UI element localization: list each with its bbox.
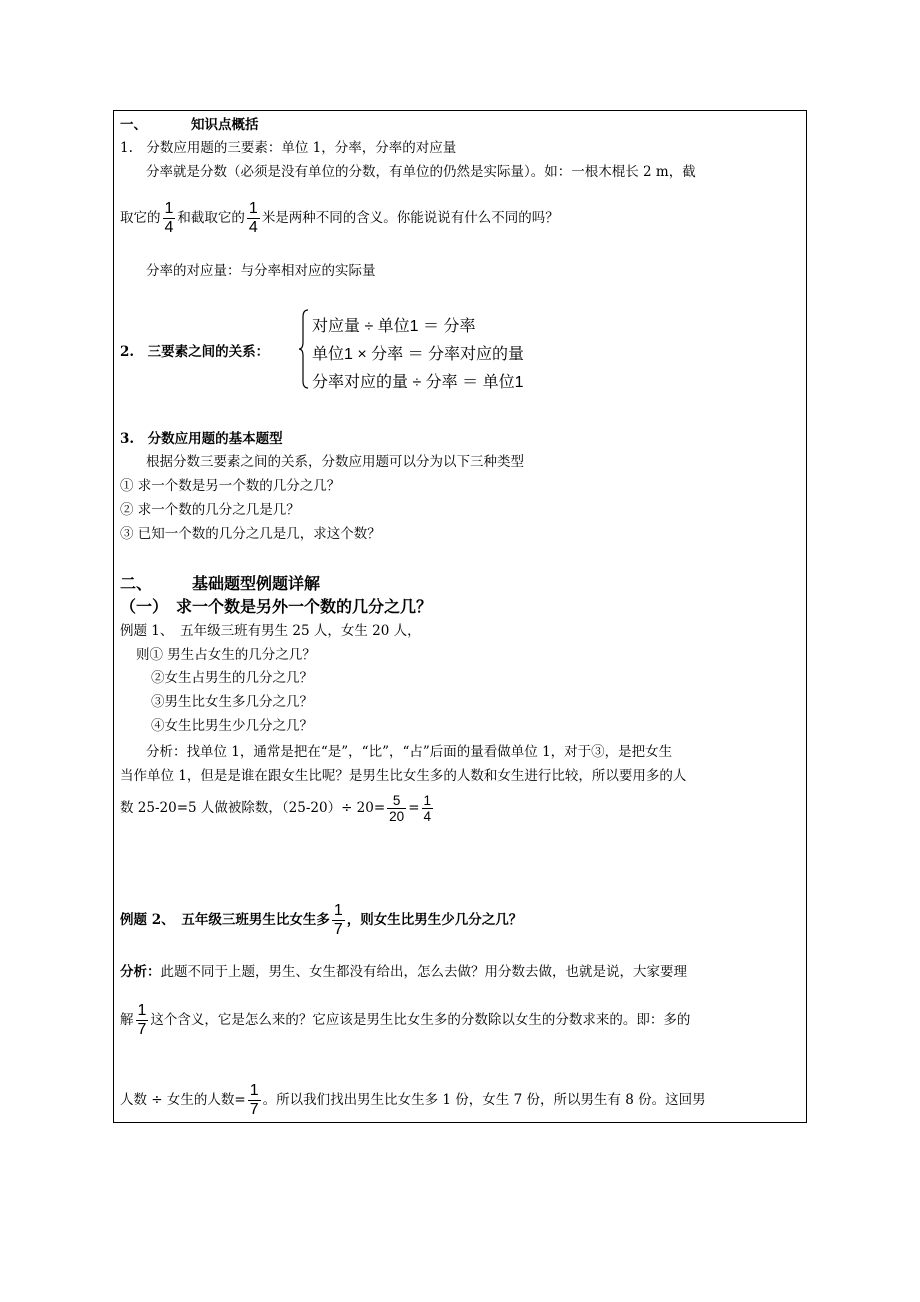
section-2-heading: 二、 基础题型例题详解 (120, 574, 321, 593)
example-1-analysis-3: 数 25-20=5 人做被除数，（25-20）÷ 20= $\frac{5}{20}$ = $\frac{1}{4}$ (120, 793, 432, 824)
example-1-heading: 例题 1、 五年级三班有男生 25 人，女生 20 人， (120, 623, 421, 639)
example-1-analysis-1: 分析：找单位 1，通常是把在“是”，“比”，“占”后面的量看做单位 1，对于③，是把女生 (146, 744, 673, 760)
relation-equation-1: 对应量 ÷ 单位1 ＝ 分率 (312, 318, 476, 335)
example-quarter-line: 取它的 $\frac{1}{4}$ 和截取它的 $\frac{1}{4}$ 米是两种不同的含义。你能说说有什么不同的吗？ (120, 200, 559, 236)
example-1-question-2: ②女生占男生的几分之几？ (151, 670, 313, 686)
example-2-analysis-3: 人数 ÷ 女生的人数= $\frac{1}{7}$ 。所以我们找出男生比女生多 1 份，女生 7 份，所以男生有 8 份。这回男 (120, 1082, 706, 1118)
fraction-five-twentieths: $\frac{5}{20}$ (389, 793, 405, 824)
type-item-1: ① 求一个数是另一个数的几分之几？ (120, 478, 341, 494)
type-item-2: ② 求一个数的几分之几是几？ (120, 502, 300, 518)
fraction-one-quarter-result: $\frac{1}{4}$ (423, 793, 432, 824)
example-2-analysis-1: 分析：此题不同于上题，男生、女生都没有给出，怎么去做？用分数去做，也就是说，大家要理 (120, 964, 687, 980)
section-1-heading: 一、 知识点概括 (120, 117, 259, 133)
example-1-question-1: 则① 男生占女生的几分之几？ (136, 647, 316, 663)
example-2-heading: 例题 2、 五年级三班男生比女生多 $\frac{1}{7}$ ，则女生比男生少几分之几？ (120, 902, 523, 938)
example-1-analysis-2: 当作单位 1，但是是谁在跟女生比呢？是男生比女生多的人数和女生进行比较，所以要用多的人 (120, 768, 687, 784)
example-1-question-4: ④女生比男生少几分之几？ (151, 718, 313, 734)
fraction-one-seventh: $\frac{1}{7}$ (249, 1082, 259, 1118)
subsection-1-heading: （一） 求一个数是另外一个数的几分之几？ (120, 597, 433, 616)
relation-equation-2: 单位1 × 分率 ＝ 分率对应的量 (312, 346, 525, 363)
corresponding-quantity-line: 分率的对应量：与分率相对应的实际量 (146, 263, 376, 279)
example-2-analysis-2: 解 $\frac{1}{7}$ 这个含义，它是怎么来的？它应该是男生比女生多的分数除以女生的分数求来的。即：多的 (120, 1002, 691, 1038)
types-intro-line: 根据分数三要素之间的关系，分数应用题可以分为以下三种类型 (146, 454, 524, 470)
basic-types-heading: 3. 分数应用题的基本题型 (120, 431, 283, 447)
relation-equation-3: 分率对应的量 ÷ 分率 ＝ 单位1 (312, 374, 524, 391)
fraction-one-seventh: $\frac{1}{7}$ (137, 1002, 147, 1038)
left-brace-icon (299, 309, 309, 389)
type-item-3: ③ 已知一个数的几分之几是几，求这个数？ (120, 526, 381, 542)
fraction-definition-line: 分率就是分数（必须是没有单位的分数，有单位的仍然是实际量）。如：一根木棍长 2 m，截 (146, 164, 696, 180)
fraction-one-seventh: $\frac{1}{7}$ (333, 902, 343, 938)
fraction-one-quarter: $\frac{1}{4}$ (248, 200, 258, 236)
three-elements-line: 1. 分数应用题的三要素：单位 1，分率，分率的对应量 (120, 140, 457, 156)
example-1-question-3: ③男生比女生多几分之几？ (151, 694, 313, 710)
fraction-one-quarter: $\frac{1}{4}$ (164, 200, 174, 236)
relations-label: 2. 三要素之间的关系： (120, 344, 270, 360)
